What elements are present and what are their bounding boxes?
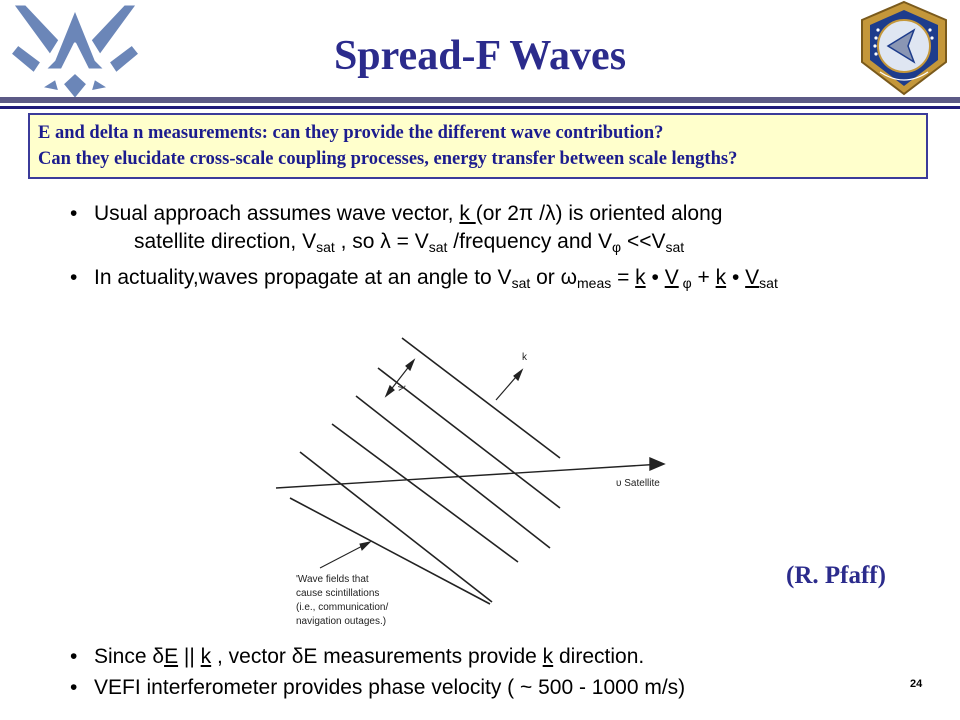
bullet-text: /frequency and V [447,230,613,253]
bullet-continuation [94,228,940,256]
k-label: k [522,352,527,363]
wave-front-4 [332,424,518,562]
bullet-text: Usual approach assumes wave vector, [94,202,460,225]
wave-vector-k: k [459,202,476,225]
subscript: sat [759,275,778,291]
bullet-text: direction. [553,645,645,668]
bullet-dot: • [70,202,78,225]
wave-front-3 [356,396,550,548]
subscript: φ [678,275,692,291]
wave-vector-k: k [542,645,554,668]
subscript: sat [316,239,335,255]
question-line-2: Can they elucidate cross-scale coupling processes, energy transfer between scale lengths? [38,149,738,169]
credit-label: (R. Pfaff) [786,562,886,589]
satellite-label: υ Satellite [616,478,660,489]
velocity-v: V [745,266,760,289]
bullet-text: satellite direction, V [134,230,317,253]
bullet-text: In actuality,waves propagate at an angle to V [94,266,512,289]
wave-front-lines [290,338,560,604]
top-bullet-list [70,200,940,300]
subscript: sat [665,239,685,255]
bullet-text: (or 2π /λ) is oriented along [475,202,723,225]
bullet-dot: • [70,645,78,668]
lambda-label: λ [395,384,407,392]
caption-line-1: 'Wave fields that [296,574,369,585]
wave-propagation-diagram [260,330,700,640]
arrow-head [360,542,370,550]
wave-vector-k: k [635,266,646,289]
arrow-head [650,458,664,470]
satellite-direction-arrow [276,458,664,488]
bottom-bullet-list [70,643,940,705]
bullet-vefi [70,674,940,702]
wave-front-1 [402,338,560,458]
header-rule-thick [0,97,960,103]
bullet-propagation-angle [70,264,940,292]
subscript: sat [428,239,448,255]
bullet-text: || [178,645,201,668]
k-vector-arrow [496,370,522,400]
velocity-v: V [664,266,679,289]
header-rule-thin [0,106,960,109]
question-box [28,113,928,179]
bullet-dot: • [70,266,78,289]
bullet-text: = [611,266,636,289]
bullet-text: or ω [530,266,577,289]
slide-title: Spread-F Waves [333,33,627,79]
wave-vector-k: k [715,266,727,289]
bullet-text: VEFI interferometer provides phase velocity ( ~ 500 - 1000 m/s) [94,676,686,699]
caption-line-4: navigation outages.) [296,616,387,627]
caption-line-2: cause scintillations [296,588,380,599]
bullet-text: , so λ = V [334,230,429,253]
bullet-wave-vector [70,200,940,256]
bullet-text: • [645,266,665,289]
bullet-text: Since δ [94,645,165,668]
bullet-text: • [726,266,746,289]
subscript: sat [511,275,531,291]
field-e: E [164,645,179,668]
bullet-text: , vector δE measurements provide [211,645,543,668]
bullet-dot: • [70,676,78,699]
question-line-1: E and delta n measurements: can they provide the different wave contribution? [38,123,664,143]
wave-vector-k: k [200,645,212,668]
bullet-text: <<V [621,230,666,253]
subscript: meas [577,275,612,291]
page-number: 24 [910,678,923,690]
bullet-text: + [691,266,716,289]
caption-line-3: (i.e., communication/ [296,602,389,613]
caption-pointer [320,542,370,568]
subscript: φ [612,239,622,255]
bullet-delta-e [70,643,940,671]
